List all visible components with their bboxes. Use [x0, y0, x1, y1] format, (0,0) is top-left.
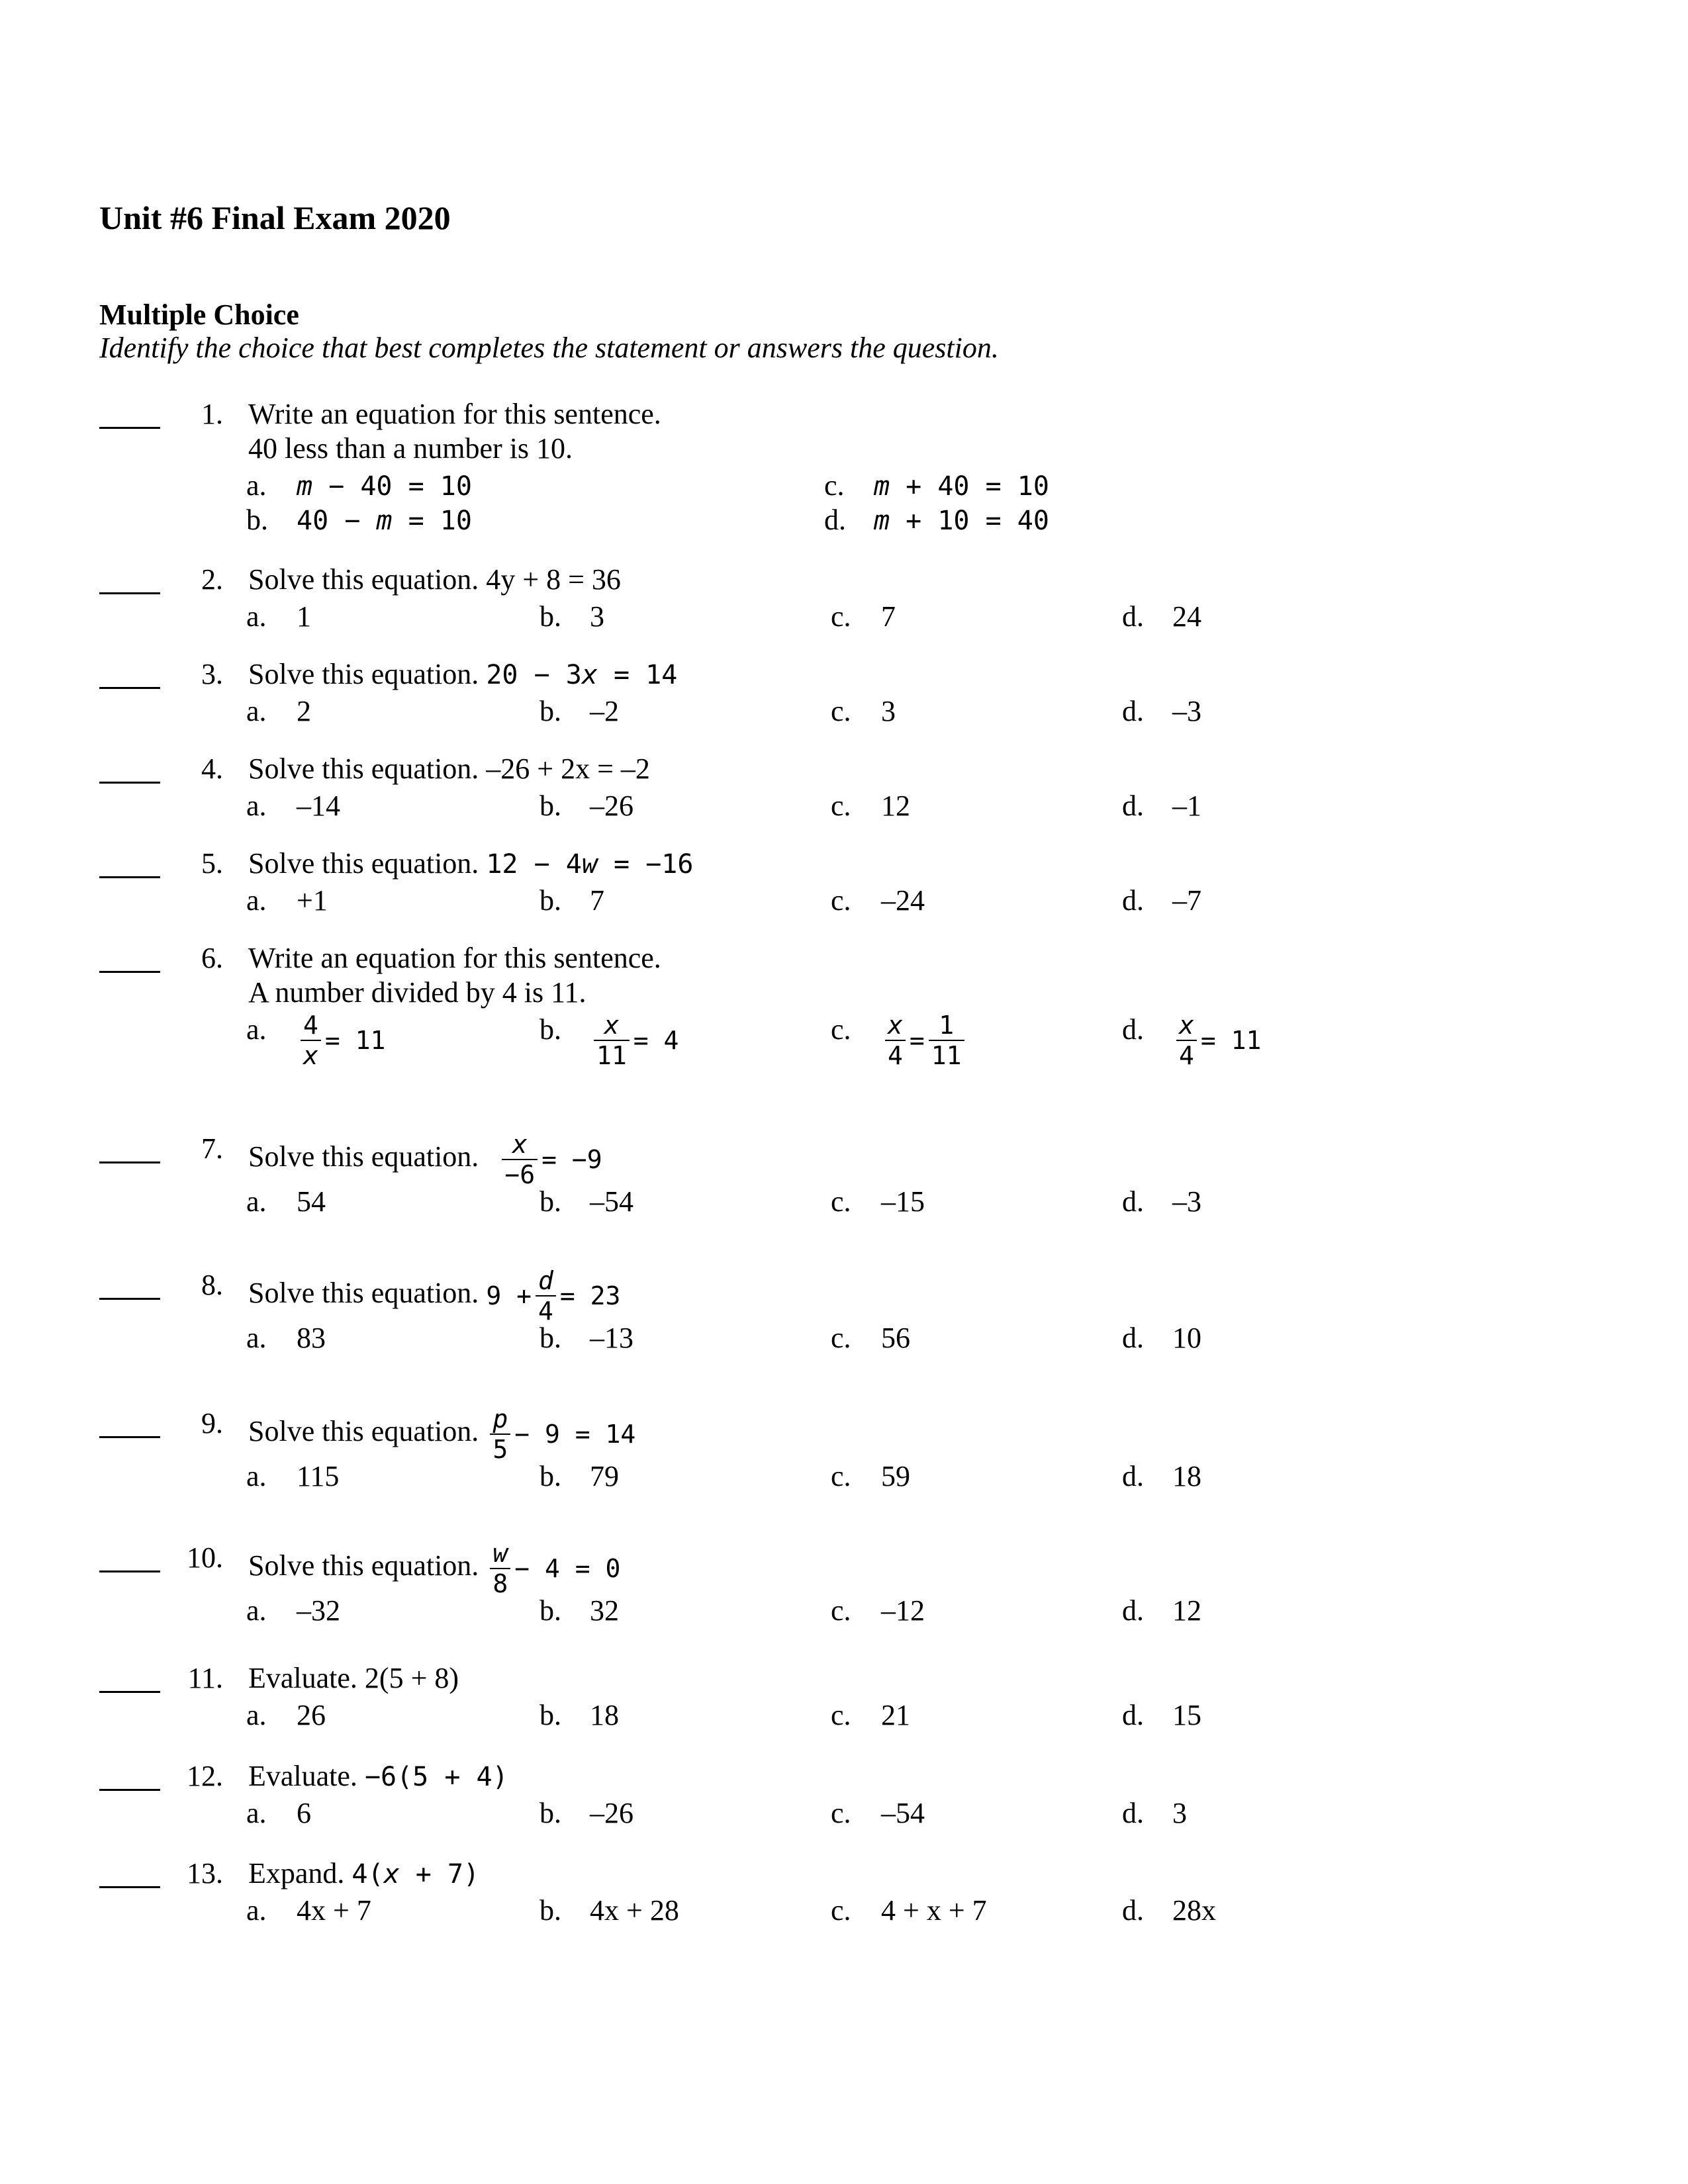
option-letter: a.	[246, 1894, 267, 1927]
question-sentence: 40 less than a number is 10.	[248, 432, 573, 465]
question-number: 6.	[201, 942, 223, 974]
option-letter: c.	[831, 790, 851, 822]
option-value: 15	[1172, 1699, 1201, 1731]
option-value: 24	[1172, 600, 1201, 633]
answer-blank[interactable]	[99, 427, 160, 429]
option-c[interactable]	[831, 884, 925, 917]
expression: −6(5 + 4)	[364, 1762, 508, 1792]
option-letter: d.	[1122, 1460, 1144, 1492]
answer-blank[interactable]	[99, 1570, 160, 1572]
option-letter: b.	[539, 1894, 561, 1927]
option-letter: d.	[1122, 1797, 1144, 1829]
answer-blank[interactable]	[99, 1886, 160, 1888]
option-letter: c.	[831, 1013, 851, 1046]
question-number: 10.	[187, 1541, 223, 1574]
option-b[interactable]	[539, 1185, 633, 1218]
option-c[interactable]	[831, 789, 910, 823]
question-number: 8.	[201, 1269, 223, 1301]
answer-blank[interactable]	[99, 876, 160, 878]
option-b[interactable]	[539, 1459, 619, 1493]
option-b[interactable]	[539, 1698, 619, 1732]
option-c[interactable]	[824, 469, 1049, 502]
question-number: 2.	[201, 563, 223, 596]
instructions: Identify the choice that best completes the statement or answers the question.	[99, 332, 999, 364]
option-letter: a.	[246, 884, 267, 917]
option-value: –13	[590, 1322, 633, 1354]
option-a[interactable]	[246, 1459, 339, 1493]
option-letter: d.	[1122, 1322, 1144, 1354]
option-letter: b.	[539, 1460, 561, 1492]
option-a[interactable]	[246, 1893, 371, 1927]
answer-blank[interactable]	[99, 971, 160, 973]
option-a[interactable]	[246, 1594, 340, 1627]
option-a[interactable]	[246, 1698, 326, 1732]
option-letter: b.	[539, 695, 561, 727]
option-value: m − 40 = 10	[297, 471, 472, 502]
option-value: 4x + 28	[590, 1894, 679, 1927]
fraction: $\frac{x}{4}$	[1176, 1013, 1197, 1068]
option-a[interactable]	[246, 1185, 326, 1218]
option-value: –3	[1172, 695, 1201, 727]
option-letter: b.	[539, 1797, 561, 1829]
option-value: –26	[590, 1797, 633, 1829]
option-a[interactable]	[246, 694, 311, 728]
option-letter: d.	[1122, 1594, 1144, 1627]
option-letter: c.	[824, 469, 845, 502]
option-letter: b.	[246, 504, 268, 536]
option-letter: c.	[831, 1594, 851, 1627]
option-value: 18	[1172, 1460, 1201, 1492]
option-d[interactable]	[824, 503, 1049, 537]
option-value: m + 40 = 10	[874, 471, 1049, 502]
answer-blank[interactable]	[99, 1436, 160, 1438]
option-c[interactable]	[831, 1796, 925, 1830]
option-value: –12	[881, 1594, 925, 1627]
option-c[interactable]	[831, 1893, 987, 1927]
option-d[interactable]	[1122, 1459, 1201, 1493]
question-stem: Write an equation for this sentence.	[248, 398, 661, 430]
answer-blank[interactable]	[99, 1789, 160, 1791]
option-value: 7	[881, 600, 896, 633]
question-number: 9.	[201, 1407, 223, 1439]
option-b[interactable]	[246, 503, 472, 537]
option-a[interactable]	[246, 1321, 326, 1355]
option-value: 4 + x + 7	[881, 1894, 987, 1927]
option-c[interactable]	[831, 1594, 925, 1627]
option-a[interactable]	[246, 469, 472, 502]
option-b[interactable]	[539, 1893, 679, 1927]
equation: 12 − 4w = −16	[486, 849, 694, 880]
fraction: $\frac{x}{11}$	[594, 1013, 630, 1068]
option-letter: c.	[831, 695, 851, 727]
option-d[interactable]	[1122, 1893, 1216, 1927]
option-value: 3	[881, 695, 896, 727]
option-b[interactable]	[539, 1594, 619, 1627]
option-letter: d.	[1122, 695, 1144, 727]
option-value: +1	[297, 884, 328, 917]
option-letter: a.	[246, 1699, 267, 1731]
option-value: 12	[1172, 1594, 1201, 1627]
question-number: 3.	[201, 658, 223, 690]
option-value: –14	[297, 790, 340, 822]
option-value: 59	[881, 1460, 910, 1492]
option-b[interactable]	[539, 1796, 633, 1830]
question-stem: Evaluate. −6(5 + 4)	[248, 1760, 508, 1792]
option-letter: d.	[1122, 1185, 1144, 1218]
option-letter: a.	[246, 1594, 267, 1627]
option-a[interactable]	[246, 600, 311, 633]
option-letter: c.	[831, 1797, 851, 1829]
option-letter: c.	[831, 884, 851, 917]
option-letter: d.	[1122, 1699, 1144, 1731]
option-value: 6	[297, 1797, 311, 1829]
option-value: m + 10 = 40	[874, 506, 1049, 536]
expression: 4(x + 7)	[352, 1859, 480, 1889]
question-number: 7.	[201, 1132, 223, 1165]
option-value: –32	[297, 1594, 340, 1627]
equation: $\frac{x}{-6}$	[502, 1132, 538, 1187]
option-letter: b.	[539, 1594, 561, 1627]
option-letter: c.	[831, 1460, 851, 1492]
option-value: 2	[297, 695, 311, 727]
question-stem: Expand. 4(x + 7)	[248, 1857, 480, 1889]
option-letter: a.	[246, 600, 267, 633]
option-c[interactable]	[831, 600, 896, 633]
option-value: –1	[1172, 790, 1201, 822]
question-stem: Solve this equation. $\frac{x}{-6}$ = −9	[248, 1130, 602, 1189]
option-letter: c.	[831, 1185, 851, 1218]
option-value: 54	[297, 1185, 326, 1218]
option-a[interactable]	[246, 884, 328, 917]
option-letter: b.	[539, 1013, 561, 1046]
option-letter: b.	[539, 1185, 561, 1218]
option-value: 7	[590, 884, 604, 917]
option-value: 12	[881, 790, 910, 822]
option-letter: b.	[539, 1322, 561, 1354]
option-value: 79	[590, 1460, 619, 1492]
question-number: 12.	[187, 1760, 223, 1792]
option-c[interactable]	[831, 1698, 910, 1732]
option-c[interactable]	[831, 694, 896, 728]
question-stem: Solve this equation. 4y + 8 = 36	[248, 563, 621, 596]
option-c[interactable]	[831, 1459, 910, 1493]
option-letter: a.	[246, 1185, 267, 1218]
option-value: –54	[590, 1185, 633, 1218]
option-letter: c.	[831, 1699, 851, 1731]
option-letter: d.	[1122, 1894, 1144, 1927]
fraction: $\frac{4}{x}$	[301, 1013, 321, 1068]
option-value: –54	[881, 1797, 925, 1829]
answer-blank[interactable]	[99, 1298, 160, 1300]
option-letter: a.	[246, 1013, 267, 1046]
question-stem: Solve this equation. –26 + 2x = –2	[248, 752, 650, 785]
question-stem: Solve this equation. 9 + $\frac{d}{4}$ = 23	[248, 1266, 621, 1326]
option-a[interactable]	[246, 1796, 311, 1830]
question-stem: Solve this equation. 20 − 3x = 14	[248, 658, 678, 690]
option-value: 32	[590, 1594, 619, 1627]
option-value: 56	[881, 1322, 910, 1354]
option-letter: b.	[539, 1699, 561, 1731]
question-number: 5.	[201, 847, 223, 880]
option-letter: d.	[824, 504, 846, 536]
option-value: 40 − m = 10	[297, 506, 472, 536]
option-c[interactable]	[831, 1185, 925, 1218]
option-d[interactable]	[1122, 884, 1201, 917]
option-letter: d.	[1122, 884, 1144, 917]
option-value: 3	[1172, 1797, 1187, 1829]
option-letter: d.	[1122, 1013, 1144, 1046]
option-c[interactable]	[831, 1321, 910, 1355]
option-letter: b.	[539, 790, 561, 822]
option-d[interactable]	[1122, 694, 1201, 728]
option-value: 21	[881, 1699, 910, 1731]
option-value: 1	[297, 600, 311, 633]
option-value: 83	[297, 1322, 326, 1354]
section-title: Multiple Choice	[99, 298, 299, 331]
option-letter: a.	[246, 1322, 267, 1354]
option-b[interactable]	[539, 1321, 633, 1355]
option-letter: b.	[539, 600, 561, 633]
equation: $\frac{p}{5}$	[490, 1406, 510, 1462]
answer-blank[interactable]	[99, 782, 160, 784]
option-letter: c.	[831, 1894, 851, 1927]
equation: 20 − 3x = 14	[486, 660, 678, 690]
option-letter: a.	[246, 695, 267, 727]
option-letter: a.	[246, 1460, 267, 1492]
option-value: 3	[590, 600, 604, 633]
option-d[interactable]	[1122, 1594, 1201, 1627]
option-b[interactable]	[539, 884, 604, 917]
option-letter: a.	[246, 1797, 267, 1829]
option-d[interactable]	[1122, 600, 1201, 633]
answer-blank[interactable]	[99, 592, 160, 594]
question-stem: Solve this equation. $\frac{w}{8}$ − 4 = 0	[248, 1539, 621, 1598]
option-letter: a.	[246, 790, 267, 822]
answer-blank[interactable]	[99, 687, 160, 689]
option-a[interactable]: a. $\frac{4}{x}$ = 11	[246, 1011, 386, 1070]
question-stem: Solve this equation. $\frac{p}{5}$ − 9 = 14	[248, 1404, 636, 1464]
option-value: 10	[1172, 1322, 1201, 1354]
question-stem: Solve this equation. 12 − 4w = −16	[248, 847, 694, 880]
option-b[interactable]: b. $\frac{x}{11}$ = 4	[539, 1011, 679, 1070]
equation: $\frac{w}{8}$	[490, 1541, 510, 1596]
option-d[interactable]: d. $\frac{x}{4}$ = 11	[1122, 1011, 1262, 1070]
option-d[interactable]	[1122, 1321, 1201, 1355]
question-stem: Write an equation for this sentence.	[248, 942, 661, 974]
answer-blank[interactable]	[99, 1691, 160, 1693]
question-number: 1.	[201, 398, 223, 430]
page-title: Unit #6 Final Exam 2020	[99, 199, 451, 236]
option-d[interactable]	[1122, 1796, 1187, 1830]
option-letter: d.	[1122, 790, 1144, 822]
option-d[interactable]	[1122, 1698, 1201, 1732]
option-value: –2	[590, 695, 619, 727]
option-b[interactable]	[539, 789, 633, 823]
equation: $\frac{d}{4}$	[536, 1268, 556, 1324]
option-value: 28x	[1172, 1894, 1216, 1927]
question-number: 4.	[201, 752, 223, 785]
option-letter: d.	[1122, 600, 1144, 633]
option-c[interactable]: c. $\frac{x}{4}$ = $\frac{1}{11}$	[831, 1013, 968, 1068]
option-value: 26	[297, 1699, 326, 1731]
option-b[interactable]	[539, 600, 604, 633]
option-value: –7	[1172, 884, 1201, 917]
question-stem: Evaluate. 2(5 + 8)	[248, 1662, 459, 1694]
option-value: –15	[881, 1185, 925, 1218]
option-a[interactable]	[246, 789, 340, 823]
option-letter: b.	[539, 884, 561, 917]
option-letter: a.	[246, 469, 267, 502]
option-value: –26	[590, 790, 633, 822]
option-letter: c.	[831, 600, 851, 633]
question-sentence: A number divided by 4 is 11.	[248, 976, 586, 1009]
fraction: $\frac{1}{11}$	[929, 1013, 964, 1068]
option-value: 18	[590, 1699, 619, 1731]
option-value: –3	[1172, 1185, 1201, 1218]
answer-blank[interactable]	[99, 1161, 160, 1163]
option-b[interactable]	[539, 694, 619, 728]
option-d[interactable]	[1122, 1185, 1201, 1218]
option-value: 115	[297, 1460, 340, 1492]
question-number: 11.	[187, 1662, 223, 1694]
option-value: 4x + 7	[297, 1894, 371, 1927]
question-number: 13.	[187, 1857, 223, 1889]
option-value: –24	[881, 884, 925, 917]
option-letter: c.	[831, 1322, 851, 1354]
option-d[interactable]	[1122, 789, 1201, 823]
fraction: $\frac{x}{4}$	[885, 1013, 906, 1068]
